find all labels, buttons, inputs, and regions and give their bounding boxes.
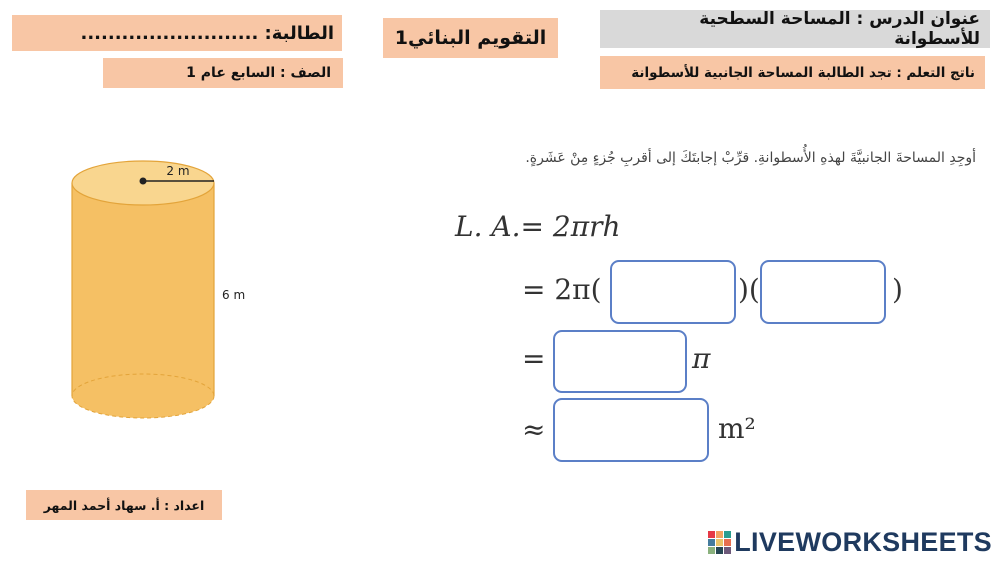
line3-prefix: = (522, 342, 546, 375)
height-label: 6 m (222, 288, 246, 302)
student-name-label: الطالبة: .......................... (80, 22, 334, 44)
author-credit: اعداد : أ. سهاد أحمد المهر (43, 497, 205, 513)
learning-outcome-box (600, 56, 985, 89)
radius-answer-input[interactable] (610, 260, 736, 324)
line3-suffix: π (692, 342, 711, 375)
unit-label: m² (718, 412, 756, 445)
brand-text: LIVEWORKSHEETS (734, 527, 992, 557)
student-name-field (12, 15, 342, 51)
grade-label: الصف : السابع عام 1 (186, 65, 331, 81)
final-answer-input[interactable] (553, 398, 709, 462)
center-dot (140, 178, 147, 185)
radius-label: 2 m (166, 164, 190, 178)
line4-prefix: ≈ (522, 413, 546, 446)
line2-mid: )( (738, 273, 760, 306)
grade-label-box (103, 58, 343, 88)
author-credit-box (26, 490, 222, 520)
logo-grid-icon (708, 531, 732, 555)
question-instruction: أوجِدِ المساحةَ الجانبيَّةَ لهذهِ الأُسطوانةِ. قرِّبْ إجابتَكَ إلى أقربِ جُزءٍ مِنْ عَشَرةٍ. (525, 150, 976, 166)
assessment-title: التقويم البنائي1 (394, 27, 547, 49)
line2-prefix: = 2π( (522, 273, 602, 306)
cylinder-body (72, 183, 214, 396)
learning-outcome: ناتج التعلم : تجد الطالبة المساحة الجانبية للأسطوانة (631, 64, 975, 81)
formula-line: L. A.= 2πrh (455, 210, 621, 243)
cylinder-figure (40, 140, 320, 440)
line2-suffix: ) (892, 273, 903, 306)
coefficient-answer-input[interactable] (553, 330, 687, 393)
cylinder-bottom (72, 374, 214, 418)
lesson-title-box (600, 10, 990, 48)
liveworksheets-logo (708, 527, 992, 558)
assessment-title-box (383, 18, 558, 58)
height-answer-input[interactable] (760, 260, 886, 324)
lesson-title: عنوان الدرس : المساحة السطحية للأسطوانة (699, 9, 980, 49)
